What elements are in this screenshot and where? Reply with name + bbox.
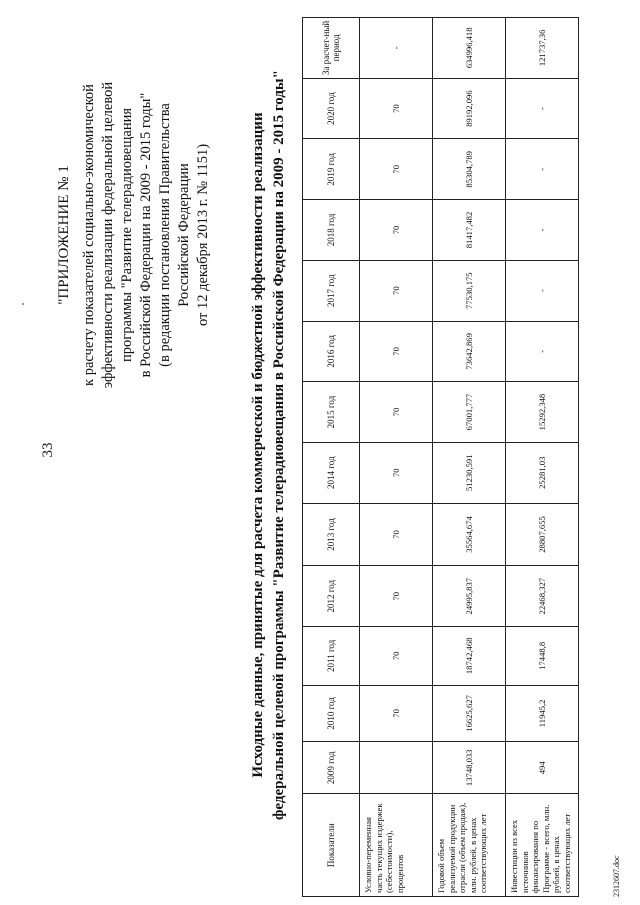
table-cell: 70: [360, 321, 433, 382]
table-cell: 73642,869: [433, 321, 506, 382]
table-cell: 81417,482: [433, 200, 506, 261]
appendix-line: от 12 декабря 2013 г. № 1151): [195, 143, 211, 327]
table-cell: 67001,777: [433, 382, 506, 443]
column-header: 2010 год: [303, 685, 360, 742]
column-header: 2012 год: [303, 566, 360, 627]
table-cell: 16625,627: [433, 685, 506, 742]
appendix-heading: "ПРИЛОЖЕНИЕ № 1: [56, 165, 72, 305]
scan-speck: [22, 303, 24, 305]
table-cell: 24995,837: [433, 566, 506, 627]
table-row: [360, 18, 433, 897]
column-header: За расчет-ный период: [303, 18, 360, 79]
table-cell: -: [506, 260, 579, 321]
column-header: 2015 год: [303, 382, 360, 443]
table-cell: 51230,591: [433, 442, 506, 503]
appendix-line: программы "Развитие телерадиовещания: [119, 107, 135, 363]
table-cell: 70: [360, 685, 433, 742]
indicators-table: [302, 17, 579, 897]
title-line: Исходные данные, принятые для расчета коммерческой и бюджетной эффективности реализации: [250, 112, 266, 778]
appendix-note: [55, 15, 213, 455]
table-cell: 494: [506, 742, 579, 794]
table-row: [433, 18, 506, 897]
table-cell: 70: [360, 200, 433, 261]
row-label: Инвестиции из всех источников финансирования по Программе - всего, млн. рублей, в ценах соответствующих лет: [506, 794, 579, 897]
table-cell: 89192,096: [433, 78, 506, 139]
table-cell: 22468,327: [506, 566, 579, 627]
column-header: Показатели: [303, 794, 360, 897]
table-cell: 28807,655: [506, 503, 579, 566]
table-cell: 121737,36: [506, 18, 579, 79]
column-header: 2011 год: [303, 627, 360, 686]
table-cell: 15292,348: [506, 382, 579, 443]
title-line: федеральной целевой программы "Развитие телерадиовещания в Российской Федерации на 2009 - 2015 годы": [271, 70, 287, 820]
table-row: [506, 18, 579, 897]
row-label: Условно-переменная часть текущих издержек (себестоимости), процентов: [360, 794, 433, 897]
column-header: 2014 год: [303, 442, 360, 503]
table-cell: 70: [360, 139, 433, 200]
table-cell: 11945,2: [506, 685, 579, 742]
table-cell: -: [506, 78, 579, 139]
table-cell: 25281,03: [506, 442, 579, 503]
appendix-line: в Российской Федерации на 2009 - 2015 годы": [138, 92, 154, 378]
column-header: 2019 год: [303, 139, 360, 200]
row-label: Годовой объем реализуемой продукции отрасли (объем продаж), млн. рублей, в ценах соответствующих лет: [433, 794, 506, 897]
table-cell: 634996,418: [433, 18, 506, 79]
table-cell: 70: [360, 382, 433, 443]
table-cell: 17448,8: [506, 627, 579, 686]
table-cell: 18742,468: [433, 627, 506, 686]
table-cell: 70: [360, 78, 433, 139]
column-header: 2017 год: [303, 260, 360, 321]
appendix-line: к расчету показателей социально-экономической: [81, 84, 97, 386]
table-cell: [360, 742, 433, 794]
table-cell: -: [506, 139, 579, 200]
table-cell: 35564,674: [433, 503, 506, 566]
column-header: 2018 год: [303, 200, 360, 261]
table-cell: 70: [360, 503, 433, 566]
appendix-line: Российской Федерации: [176, 163, 192, 307]
table-cell: 77530,175: [433, 260, 506, 321]
table-cell: 13748,033: [433, 742, 506, 794]
document-title: [248, 65, 290, 825]
table-cell: 85304,789: [433, 139, 506, 200]
appendix-line: (в редакции постановления Правительства: [157, 103, 173, 367]
appendix-line: эффективности реализации федеральной целевой: [100, 81, 116, 389]
table-cell: -: [506, 200, 579, 261]
table-cell: 70: [360, 442, 433, 503]
table-cell: -: [506, 321, 579, 382]
column-header: 2016 год: [303, 321, 360, 382]
page-number: 33: [40, 442, 56, 458]
file-name-footer: 2312607.doc: [612, 855, 621, 897]
column-header: 2009 год: [303, 742, 360, 794]
table-cell: 70: [360, 627, 433, 686]
column-header: 2020 год: [303, 78, 360, 139]
column-header: 2013 год: [303, 503, 360, 566]
table-header-row: [303, 18, 360, 897]
table-cell: 70: [360, 260, 433, 321]
table-cell: -: [360, 18, 433, 79]
table-cell: 70: [360, 566, 433, 627]
